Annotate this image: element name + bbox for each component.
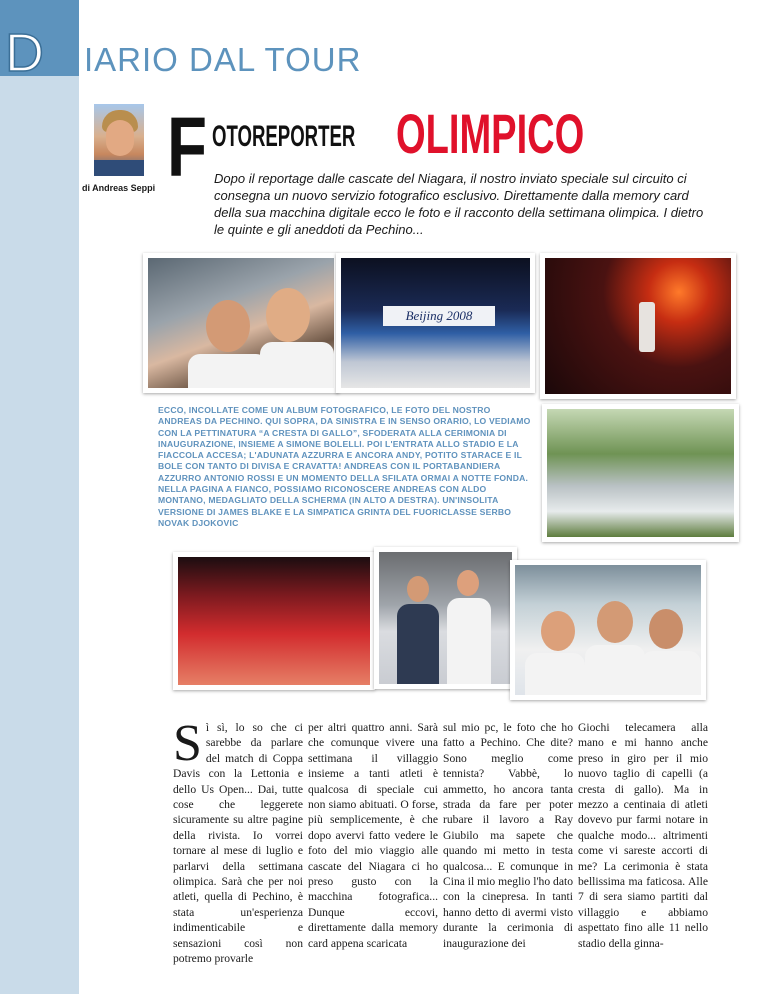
side-band bbox=[0, 0, 79, 994]
photo-stadium-entrance bbox=[336, 253, 535, 393]
section-title: IARIO DAL TOUR bbox=[84, 41, 362, 78]
body-column-1-text: ì sì, lo so che ci sarebbe da parlare del match di Coppa Davis con la Lettonia e dello Us Open... Dai, tutte cose che leggerete sicuramente su altre pagine della rivista. Io vorrei tornare al mese di luglio e parlarvi della settimana olimpica. Sarà che per noi atleti, quella di Pechino, è stata un'esperienza indimenticabile e sensazioni così non potremo provarle bbox=[173, 721, 303, 966]
title-initial: F bbox=[167, 100, 208, 194]
person-head bbox=[266, 288, 310, 342]
body-column-1 bbox=[173, 715, 303, 967]
torch-tower bbox=[639, 302, 655, 352]
person-shirt bbox=[188, 354, 268, 393]
title-part-2: OLIMPICO bbox=[396, 102, 585, 165]
person-head bbox=[457, 570, 479, 596]
person-shirt bbox=[260, 342, 334, 393]
author-byline: di Andreas Seppi bbox=[82, 183, 156, 193]
author-face bbox=[106, 120, 134, 156]
person-head bbox=[597, 601, 633, 643]
body-column-2 bbox=[308, 720, 438, 951]
person-shirt bbox=[641, 651, 701, 700]
person-head bbox=[541, 611, 575, 651]
photo-seppi-rossi bbox=[374, 547, 517, 689]
article-intro: Dopo il reportage dalle cascate del Niagara, il nostro inviato speciale sul circuito ci consegna un nuovo servizio fotografico esclusivo. Direttamente dalla memory card della sua macchina digitale ecco le foto e il racconto della settimana olimpica. I dietro le quinte e gli aneddoti da Pechino... bbox=[214, 171, 704, 237]
beijing-banner: Beijing 2008 bbox=[383, 306, 495, 326]
person-head bbox=[407, 576, 429, 602]
person-head bbox=[206, 300, 250, 352]
body-column-3-text: sul mio pc, le foto che ho fatto a Pechino. Che dite? Sono meglio come tennista? Vabbè, lo ammetto, ho ancora tanta strada da fare per poter rubare il lavoro a Ray Giubilo ma sapete che quando mi metto in testa qualcosa... E comunque in Cina il mio meglio l'ho dato con la cinepresa. In tanti hanno detto di avermi visto durante la cerimonia di inaugurazione dei bbox=[443, 721, 573, 950]
author-shirt bbox=[94, 160, 146, 178]
section-corner-box bbox=[0, 0, 79, 83]
person-head bbox=[649, 609, 683, 649]
title-part-1: OTOREPORTER bbox=[212, 120, 356, 153]
section-initial: D bbox=[5, 23, 42, 83]
photo-caption: ECCO, INCOLLATE COME UN ALBUM FOTOGRAFICO, LE FOTO DEL NOSTRO ANDREAS DA PECHINO. QUI SOPRA, DA SINISTRA E IN SENSO ORARIO, LO VEDIAMO CON LA PETTINATURA “A CRESTA DI GALLO”, SFODERATA ALLA CERIMONIA DI INAUGURAZIONE, INSIEME A SIMONE BOLELLI. POI L'ENTRATA ALLO STADIO E LA FIACCOLA ACCESA; L'ADUNATA AZZURRA E ANCORA ANDY, POTITO STARACE E IL BOLE CON TANTO DI DIVISA E CRAVATTA! ANDREAS CON IL PORTABANDIERA AZZURRO ANTONIO ROSSI E UN MOMENTO DELLA SFILATA ORMAI A NOTTE FONDA. NELLA PAGINA A FIANCO, POSSIAMO RICONOSCERE ANDREAS CON ALDO MONTANO, MEDAGLIATO DELLA SCHERMA (IN ALTO A DESTRA). UN'INSOLITA VERSIONE DI JAMES BLAKE E LA SIMPATICA GRINTA DEL FUORICLASSE SERBO NOVAK DJOKOVIC bbox=[158, 405, 531, 528]
body-column-4-text: Giochi telecamera alla mano e mi hanno anche preso in giro per il mio nuovo taglio di capelli (a cresta di gallo). Ma in mezzo a centinaia di atleti dovevo pur farmi notare in qualche modo... altrimenti come vi sareste accorti di me? La cerimonia è stata bellissima ma faticosa. Alle 7 di sera siamo partiti dal villaggio e abbiamo aspettato fino alle 11 nello stadio della ginna- bbox=[578, 721, 708, 950]
person-shirt bbox=[525, 653, 585, 700]
photo-team-gathering bbox=[542, 404, 739, 542]
body-column-3 bbox=[443, 720, 573, 951]
body-dropcap: S bbox=[173, 715, 202, 772]
person-shirt bbox=[447, 598, 491, 689]
photo-night-parade bbox=[173, 552, 375, 690]
body-column-4 bbox=[578, 720, 708, 951]
photo-olympic-torch bbox=[540, 253, 736, 399]
photo-seppi-starace-bolelli bbox=[510, 560, 706, 700]
photo-seppi-bolelli bbox=[143, 253, 339, 393]
author-photo bbox=[92, 102, 146, 178]
person-jacket bbox=[397, 604, 439, 689]
body-column-2-text: per altri quattro anni. Sarà che comunque vivere una settimana il villaggio insieme a tanti atleti è qualcosa di speciale cui non siamo abituati. O forse, più semplicemente, è che dopo avervi fatto vedere le foto del mio viaggio alle cascate del Niagara ci ho preso gusto con la macchina fotografica... Dunque eccovi, direttamente dalla memory card appena scaricata bbox=[308, 721, 438, 950]
person-shirt bbox=[585, 645, 645, 700]
